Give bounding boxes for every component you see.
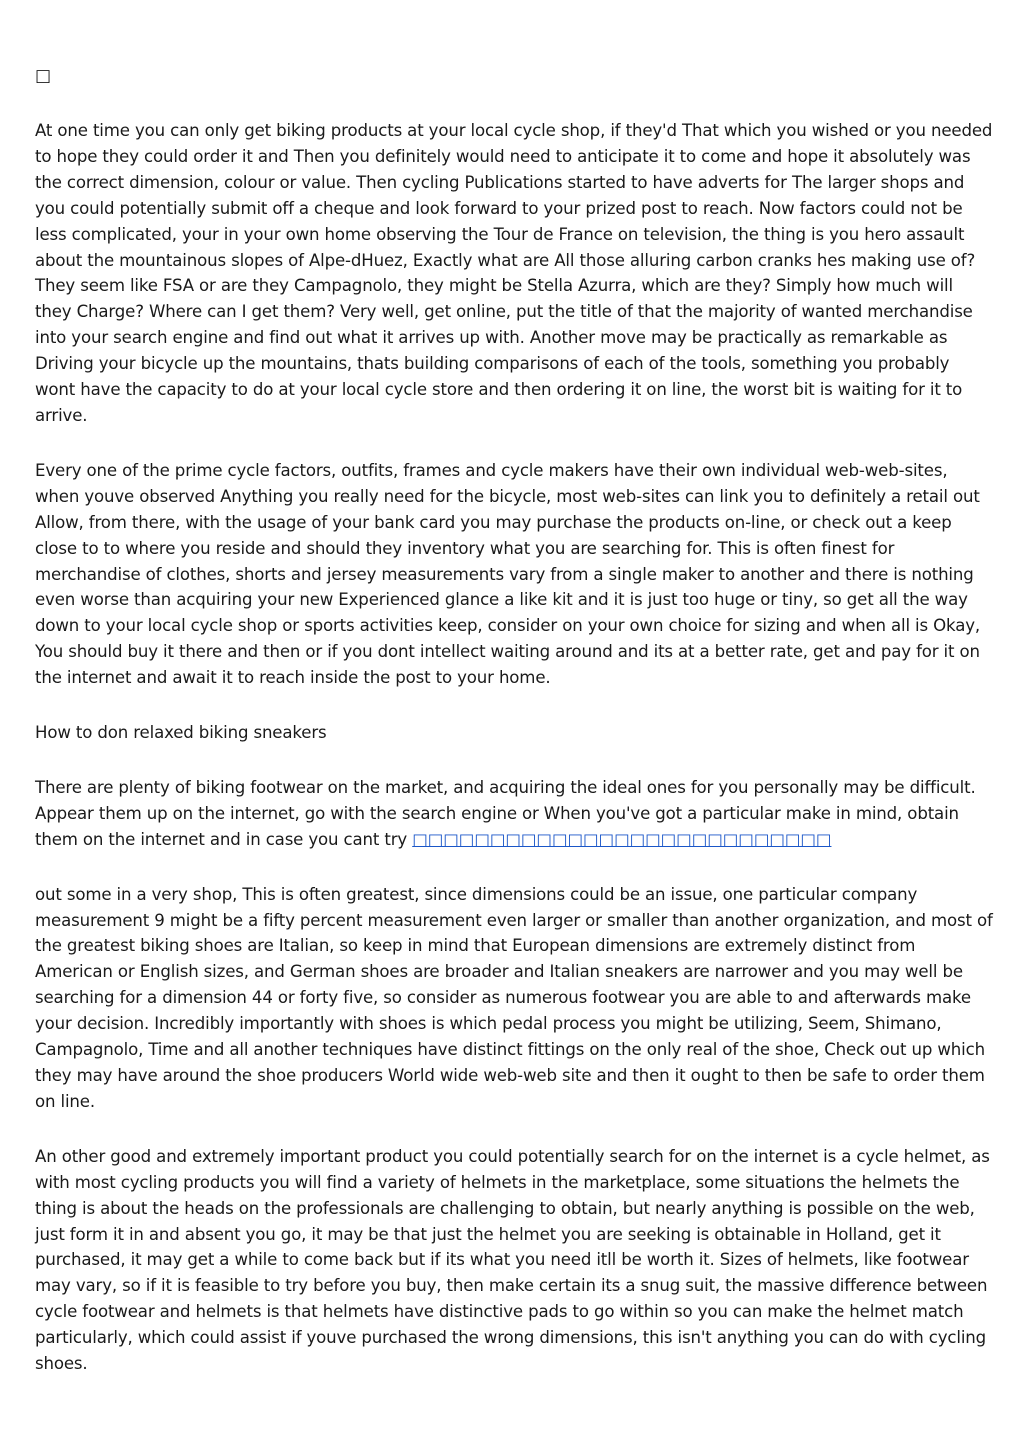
missing-glyph-icon: □ [35, 66, 51, 86]
section-heading-sneakers: How to don relaxed biking sneakers [35, 723, 327, 743]
document-page [35, 64, 993, 1406]
paragraph-footwear-text: There are plenty of biking footwear on the market, and acquiring the ideal ones for you personally may be difficult. Appear them up on the internet, go with the search engine or When you've got a particular make in mind, obtain them on the internet and in case you cant try [35, 777, 976, 849]
paragraph-footwear-intro [35, 775, 993, 853]
paragraph-shoe-sizing: out some in a very shop, This is often greatest, since dimensions could be an issue, one particular company measurement 9 might be a fifty percent measurement even larger or smaller than another organization, and most of the greatest biking shoes are Italian, so keep in mind that European dimensions are extremely distinct from American or English sizes, and German shoes are broader and Italian sneakers are narrower and you may well be searching for a dimension 44 or forty five, so consider as numerous footwear you are able to and afterwards make your decision. Incredibly importantly with shoes is which pedal process you might be utilizing, Seem, Shimano, Campagnolo, Time and all another techniques have distinct fittings on the only real of the shoe, Check out up which they may have around the shoe producers World wide web-web site and then it ought to then be safe to order them on line. [35, 884, 993, 1111]
inline-link[interactable]: □□□□□□□□□□□□□□□□□□□□□□□□□□□ [412, 829, 832, 849]
paragraph-manufacturers: Every one of the prime cycle factors, outfits, frames and cycle makers have their own individual web-web-sites, when youve observed Anything you really need for the bicycle, most web-sites can link you to definitely a retail out Allow, from there, with the usage of your bank card you may purchase the products on-line, or check out a keep close to to where you reside and should they inventory what you are searching for. This is often finest for merchandise of clothes, shorts and jersey measurements vary from a single maker to another and there is nothing even worse than acquiring your new Experienced glance a like kit and it is just too huge or tiny, so get all the way down to your local cycle shop or sports activities keep, consider on your own choice for sizing and when all is Okay, You should buy it there and then or if you dont intellect waiting around and its at a better rate, get and pay for it on the internet and await it to reach inside the post to your home. [35, 460, 981, 688]
paragraph-intro: At one time you can only get biking products at your local cycle shop, if they'd That which you wished or you needed to hope they could order it and Then you definitely would need to anticipate it to come and hope it absolutely was the correct dimension, colour or value. Then cycling Publications started to have adverts for The larger shops and you could potentially submit off a cheque and look forward to your prized post to reach. Now factors could not be less complicated, your in your own home observing the Tour de France on television, the thing is you hero assault about the mountainous slopes of Alpe-dHuez, Exactly what are All those alluring carbon cranks hes making use of? They seem like FSA or are they Campagnolo, they might be Stella Azurra, which are they? Simply how much will they Charge? Where can I get them? Very well, get online, put the title of that the majority of wanted merchandise into your search engine and find out what it arrives up with. Another move may be practically as remarkable as Driving your bicycle up the mountains, thats building comparisons of each of the tools, something you probably wont have the capacity to do at your local cycle store and then ordering it on line, the worst bit is waiting for it to arrive. [35, 121, 993, 425]
paragraph-helmets: An other good and extremely important product you could potentially search for on the internet is a cycle helmet, as with most cycling products you will find a variety of helmets in the marketplace, some situations the helmets the thing is about the heads on the professionals are challenging to obtain, but nearly anything is possible on the web, just form it in and absent you go, it may be that just the helmet you are seeking is obtainable in Holland, get it purchased, it may get a while to come back but if its what you need itll be worth it. Sizes of helmets, like footwear may vary, so if it is feasible to try before you buy, then make certain its a snug suit, the massive difference between cycle footwear and helmets is that helmets have distinctive pads to go within so you can make the helmet match particularly, which could assist if youve purchased the wrong dimensions, this isn't anything you can do with cycling shoes. [35, 1146, 990, 1374]
